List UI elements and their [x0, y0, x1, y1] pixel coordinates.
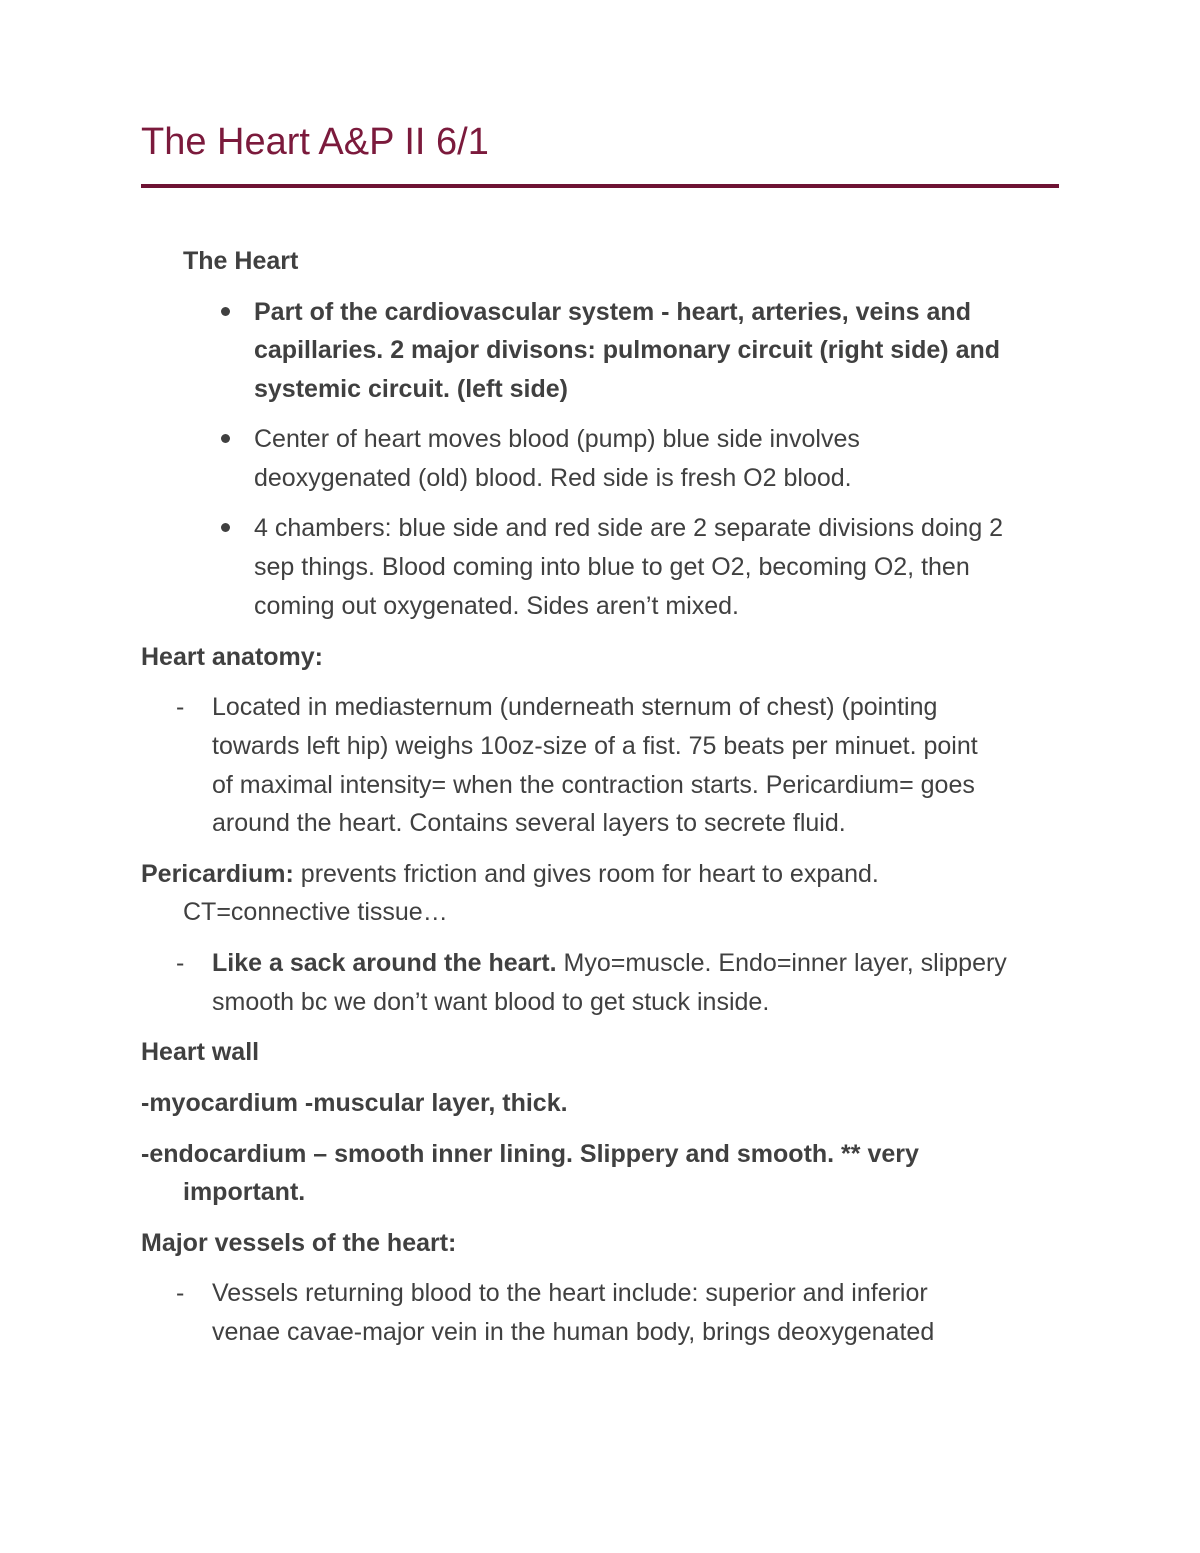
- vessels-line-1: Vessels returning blood to the heart include: superior and inferior: [212, 1279, 928, 1307]
- pericardium-continuation: CT=connective tissue…: [183, 898, 448, 926]
- pericardium-item-rest: Myo=muscle. Endo=inner layer, slippery: [556, 949, 1007, 977]
- bullet-1-line-2: capillaries. 2 major divisons: pulmonary circuit (right side) and: [254, 336, 1001, 364]
- anatomy-line-4: around the heart. Contains several layers to secrete fluid.: [212, 809, 846, 837]
- bullet-3-line-3: coming out oxygenated. Sides aren’t mixed.: [254, 592, 739, 620]
- bullet-3-line-1: 4 chambers: blue side and red side are 2 separate divisions doing 2: [254, 514, 1004, 542]
- pericardium-text: prevents friction and gives room for heart to expand.: [293, 860, 879, 888]
- pericardium-item-line-2: smooth bc we don’t want blood to get stuck inside.: [212, 988, 770, 1016]
- anatomy-line-3: of maximal intensity= when the contraction starts. Pericardium= goes: [212, 771, 975, 799]
- bullet-1-line-3: systemic circuit. (left side): [254, 375, 569, 403]
- pericardium-label: Pericardium:: [141, 860, 294, 888]
- document-title: The Heart A&P II 6/1: [141, 121, 489, 163]
- bullet-2-line-2: deoxygenated (old) blood. Red side is fresh O2 blood.: [254, 464, 852, 492]
- pericardium-item-line-1: [212, 947, 1007, 979]
- heading-major-vessels: Major vessels of the heart:: [141, 1229, 457, 1257]
- anatomy-line-2: towards left hip) weighs 10oz-size of a fist. 75 beats per minuet. point: [212, 732, 978, 760]
- dash-marker: -: [176, 949, 185, 977]
- heading-heart-wall: Heart wall: [141, 1038, 260, 1066]
- bullet-1-line-1: Part of the cardiovascular system - heart, arteries, veins and: [254, 298, 971, 326]
- bullet-icon: [221, 523, 230, 532]
- pericardium-item-bold: Like a sack around the heart.: [212, 949, 557, 977]
- bullet-2-line-1: Center of heart moves blood (pump) blue side involves: [254, 425, 860, 453]
- title-underline: [141, 184, 1059, 188]
- heart-wall-endocardium-line-2: important.: [183, 1178, 306, 1206]
- bullet-icon: [221, 434, 230, 443]
- vessels-line-2: venae cavae-major vein in the human body, brings deoxygenated: [212, 1318, 935, 1346]
- bullet-icon: [221, 307, 230, 316]
- heart-wall-myocardium: -myocardium -muscular layer, thick.: [141, 1089, 568, 1117]
- heart-wall-endocardium-line-1: -endocardium – smooth inner lining. Slippery and smooth. ** very: [141, 1140, 919, 1168]
- dash-marker: -: [176, 693, 185, 721]
- pericardium-paragraph: [141, 858, 879, 890]
- heading-heart-anatomy: Heart anatomy:: [141, 643, 323, 671]
- dash-marker: -: [176, 1279, 185, 1307]
- heading-the-heart: The Heart: [183, 247, 299, 275]
- bullet-3-line-2: sep things. Blood coming into blue to get O2, becoming O2, then: [254, 553, 970, 581]
- anatomy-line-1: Located in mediasternum (underneath sternum of chest) (pointing: [212, 693, 938, 721]
